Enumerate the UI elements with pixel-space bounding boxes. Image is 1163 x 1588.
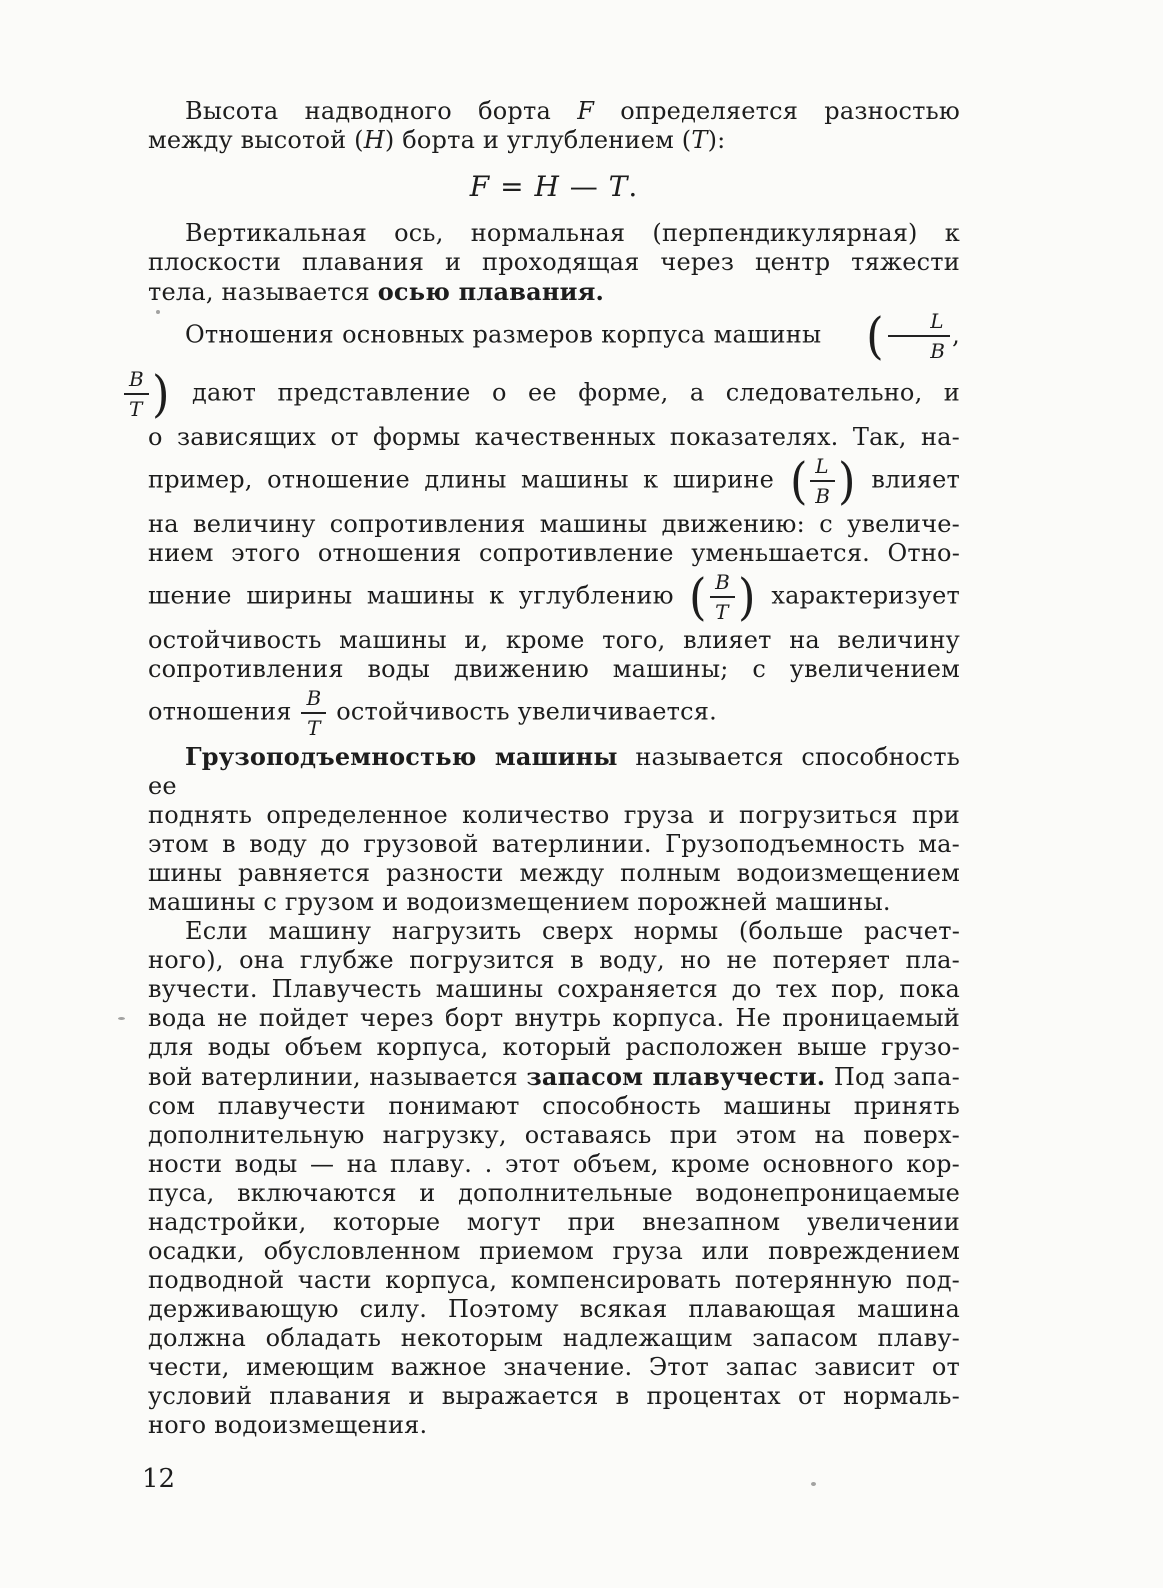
text-run: чести, имеющим важное значение. Этот запас зависит от xyxy=(148,1353,960,1381)
close-paren-glyph: ) xyxy=(151,365,170,423)
open-paren-glyph: ( xyxy=(865,307,884,365)
text-run: надстройки, которые могут при внезапном увеличении xyxy=(148,1208,960,1236)
text-line xyxy=(148,1092,960,1121)
text-run: вода не пойдет через борт внутрь корпуса. Не проницаемый xyxy=(148,1004,960,1032)
text-run: F xyxy=(469,170,491,203)
text-line xyxy=(148,888,960,917)
open-paren-glyph: ( xyxy=(689,568,708,626)
text-line xyxy=(148,684,960,742)
text-line xyxy=(148,1266,960,1295)
text-run: должна обладать некоторым надлежащим запасом плаву- xyxy=(148,1324,960,1352)
text-line xyxy=(148,568,960,626)
text-line xyxy=(148,1179,960,1208)
text-run: H xyxy=(363,126,385,154)
fraction-denominator: T xyxy=(307,716,321,740)
text-run: определяется разностью xyxy=(594,97,960,125)
text-line xyxy=(148,917,960,946)
text-run: поднять определенное количество груза и погрузиться при xyxy=(148,801,960,829)
fraction-group xyxy=(789,452,857,510)
text-line xyxy=(148,655,960,684)
paragraph xyxy=(148,97,960,155)
fraction-numerator: B xyxy=(301,684,326,714)
text-run: остойчивость машины и, кроме того, влияет на величину xyxy=(148,626,960,654)
text-run: Если машину нагрузить сверх нормы (больше расчет- xyxy=(185,917,960,945)
text-run: сом плавучести понимают способность машины принять xyxy=(148,1092,960,1120)
open-paren-glyph: ( xyxy=(789,452,808,510)
ink-speck xyxy=(811,1482,816,1486)
text-run: Вертикальная ось, нормальная (перпендикулярная) к xyxy=(185,219,960,247)
page-number: 12 xyxy=(142,1464,176,1494)
fraction-denominator: T xyxy=(715,600,729,624)
text-line xyxy=(148,1295,960,1324)
text-line xyxy=(148,1150,960,1179)
text-run: H xyxy=(534,170,560,203)
text-line xyxy=(148,1121,960,1150)
text-line xyxy=(148,97,960,126)
paragraph xyxy=(148,742,960,917)
text-run: дополнительную нагрузку, оставаясь при этом на поверх- xyxy=(148,1121,960,1149)
fraction xyxy=(710,568,735,626)
fraction-numerator: L xyxy=(810,452,835,482)
fraction-denominator: B xyxy=(930,339,946,363)
text-run: подводной части корпуса, компенсировать потерянную под- xyxy=(148,1266,960,1294)
fraction-numerator: L xyxy=(888,307,950,337)
text-line xyxy=(148,307,960,365)
text-run: осью плавания. xyxy=(377,277,605,306)
text-line xyxy=(148,248,960,277)
fraction-group xyxy=(688,568,756,626)
ink-speck xyxy=(118,1017,125,1020)
text-run: отношения xyxy=(148,697,300,726)
text-run: дают представление о ее форме, а следовательно, и xyxy=(170,378,960,407)
text-line xyxy=(148,975,960,1004)
text-run: характеризует xyxy=(756,581,960,610)
text-run: ности воды — на плаву. . этот объем, кроме основного кор- xyxy=(148,1150,960,1178)
text-run: для воды объем корпуса, который расположен выше грузо- xyxy=(148,1033,960,1061)
fraction xyxy=(810,452,835,510)
text-run: пуса, включаются и дополнительные водонепроницаемые xyxy=(148,1179,960,1207)
text-run: о зависящих от формы качественных показателях. Так, на- xyxy=(148,423,960,451)
fraction-group xyxy=(299,686,328,740)
text-line xyxy=(148,539,960,568)
text-run: влияет xyxy=(856,465,960,494)
close-paren-glyph: ) xyxy=(838,452,856,510)
text-line xyxy=(148,1324,960,1353)
text-run: держивающую силу. Поэтому всякая плавающая машина xyxy=(148,1295,960,1323)
text-run: = xyxy=(490,170,535,203)
text-run: . xyxy=(628,170,639,203)
text-line xyxy=(148,1208,960,1237)
text-run: между высотой ( xyxy=(148,126,364,154)
text-run: условий плавания и выражается в процентах от нормаль- xyxy=(148,1382,960,1410)
text-run: нием этого отношения сопротивление уменьшается. Отно- xyxy=(148,539,960,567)
text-line xyxy=(148,452,960,510)
close-paren-glyph: ) xyxy=(738,568,756,626)
formula xyxy=(148,167,960,207)
text-line xyxy=(148,1382,960,1411)
text-line xyxy=(148,626,960,655)
text-run: осадки, обусловленном приемом груза или повреждением xyxy=(148,1237,960,1265)
text-run: вой ватерлинии, называется xyxy=(148,1063,527,1091)
fraction-group xyxy=(122,365,171,423)
paragraph xyxy=(148,219,960,307)
text-run: называется способность ее xyxy=(148,743,960,800)
text-run: этом в воду до грузовой ватерлинии. Грузоподъемность ма- xyxy=(148,830,960,858)
text-run: T xyxy=(608,170,629,203)
text-line xyxy=(148,1411,960,1440)
text-run: плоскости плавания и проходящая через центр тяжести xyxy=(148,248,960,276)
paragraph xyxy=(148,917,960,1440)
text-run: ного водоизмещения. xyxy=(148,1411,428,1439)
text-run: машины с грузом и водоизмещением порожней машины. xyxy=(148,888,891,916)
text-line xyxy=(148,1353,960,1382)
text-run: на величину сопротивления машины движению: с увеличе- xyxy=(148,510,960,538)
text-line xyxy=(148,1237,960,1266)
fraction-numerator: B xyxy=(710,568,735,598)
fraction xyxy=(888,307,950,365)
paragraph xyxy=(129,307,960,742)
text-line xyxy=(148,1062,960,1092)
text-line xyxy=(148,742,960,801)
text-run: — xyxy=(559,170,609,203)
text-run: остойчивость увеличивается. xyxy=(328,697,717,726)
text-line xyxy=(148,946,960,975)
ink-speck xyxy=(156,310,160,314)
text-line xyxy=(148,277,960,307)
text-run: пример, отношение длины машины к ширине xyxy=(148,465,789,494)
text-line xyxy=(122,365,960,423)
text-line xyxy=(148,510,960,539)
text-run: шины равняется разности между полным водоизмещением xyxy=(148,859,960,887)
fraction-suffix: , xyxy=(952,320,960,349)
text-line xyxy=(148,1004,960,1033)
fraction-numerator: B xyxy=(124,365,149,395)
text-run: Высота надводного борта xyxy=(185,97,578,125)
fraction-group xyxy=(830,307,960,365)
text-line xyxy=(148,1033,960,1062)
text-run: тела, называется xyxy=(148,278,378,306)
text-run: ) борта и углублением ( xyxy=(384,126,692,154)
text-run: запасом плавучести. xyxy=(526,1062,826,1091)
text-run: ): xyxy=(707,126,726,154)
text-run: Отношения основных размеров корпуса машины xyxy=(185,320,830,349)
text-line xyxy=(148,423,960,452)
text-run: Под запа- xyxy=(825,1063,960,1091)
fraction xyxy=(301,684,326,742)
text-run: вучести. Плавучесть машины сохраняется до тех пор, пока xyxy=(148,975,960,1003)
text-line xyxy=(148,801,960,830)
text-run: ного), она глубже погрузится в воду, но не потеряет пла- xyxy=(148,946,960,974)
text-run: сопротивления воды движению машины; с увеличением xyxy=(148,655,960,683)
fraction xyxy=(124,365,149,423)
text-line xyxy=(148,219,960,248)
text-run: F xyxy=(577,97,595,125)
fraction-denominator: B xyxy=(815,484,831,508)
text-column xyxy=(129,97,960,1494)
text-run: шение ширины машины к углублению xyxy=(148,581,689,610)
text-line xyxy=(148,859,960,888)
text-line xyxy=(148,830,960,859)
text-run: Грузоподъемностью машины xyxy=(185,742,618,771)
fraction-denominator: T xyxy=(129,397,143,421)
text-run: T xyxy=(691,126,708,154)
text-line xyxy=(148,126,960,155)
